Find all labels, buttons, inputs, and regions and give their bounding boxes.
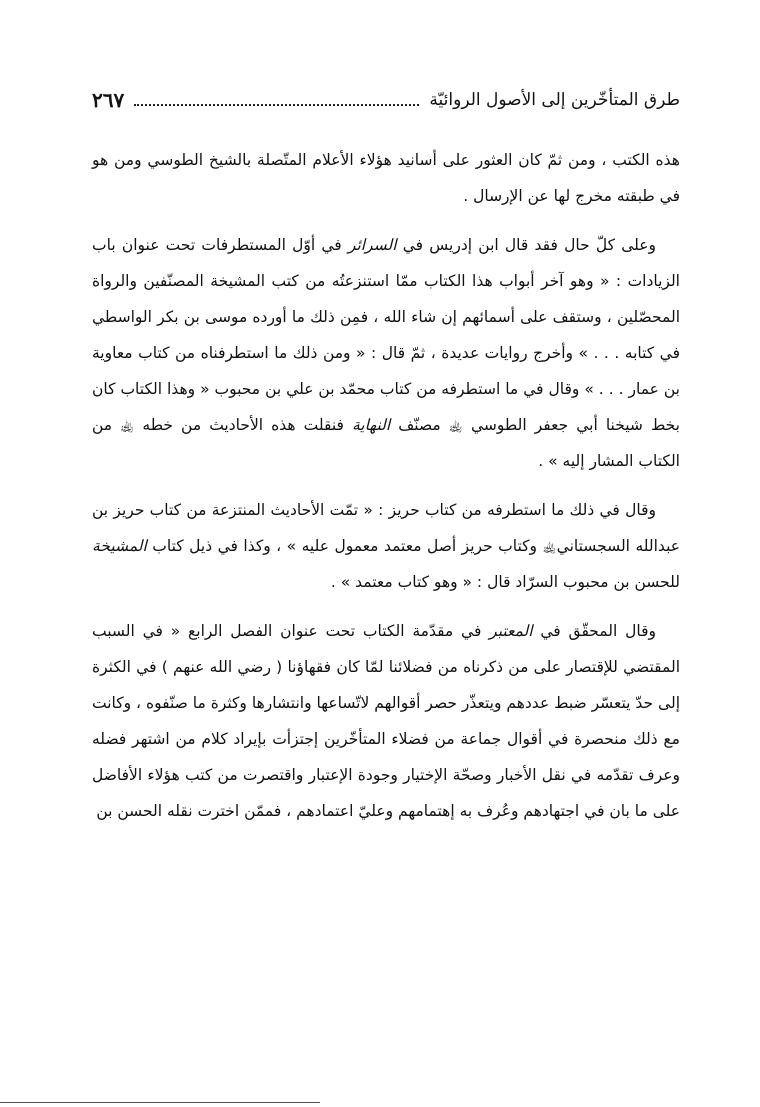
running-header	[92, 80, 680, 120]
header-dot-leader	[134, 104, 419, 106]
text-segment: وعلى كلّ حال فقد قال ابن إدريس في	[396, 236, 656, 254]
text-segment: فنقلت هذه الأحاديث من خطه ﵀ من الكتاب المشار إليه » .	[92, 416, 680, 470]
running-header-title: طرق المتأخّرين إلى الأصول الروائيّة	[429, 90, 680, 110]
text-segment: في أوّل المستطرفات تحت عنوان باب الزيادات : « وهو آخر أبواب هذا الكتاب ممّا استنزعتُه من كتب المشيخة المصنّفين والرواة المحصّلين ، وستقف على أسمائهم إن شاء الله ، فمِن ذلك ما أورده موسى بن بكر الواسطي في كتابه . . . » وأخرج روايات عديدة ، ثمّ قال : « ومن ذلك ما استطرفناه من كتاب معاوية بن عمار . . . » وقال في ما استطرفه من كتاب محمّد بن علي بن محبوب « وهذا الكتاب كان بخط شيخنا أبي جعفر الطوسي ﵀ مصنّف	[92, 236, 680, 434]
paragraph	[92, 613, 680, 829]
text-segment: في مقدّمة الكتاب تحت عنوان الفصل الرابع « في السبب المقتضي للإقتصار على من ذكرناه من فضلائنا لمّا كان فقهاؤنا ( رضي الله عنهم ) في الكثرة إلى حدّ يتعسّر ضبط عددهم ويتعذّر حصر أقوالهم لاتّساعها وانتشارها وكثرة ما صنّفوه ، وكانت مع ذلك منحصرة في أقوال جماعة من فضلاء المتأخّرين إجتزأت بإيراد كلام من اشتهر فضله وعرف تقدّمه في نقل الأخبار وصحّة الإختيار وجودة الإعتبار واقتصرت من كتب هؤلاء الأفاضل على ما بان في اجتهادهم وعُرف به إهتمامهم وعليّ اعتمادهم ، فممّن اخترت نقله الحسن بن	[92, 622, 680, 820]
text-segment: هذه الكتب ، ومن ثمّ كان العثور على أسانيد هؤلاء الأعلام المتّصلة بالشيخ الطوسي ومن هو في طبقته مخرج لها عن الإرسال .	[92, 151, 680, 205]
book-title: النهاية	[352, 416, 391, 434]
book-title: السرائر	[347, 236, 397, 254]
text-segment: للحسن بن محبوب السرّاد قال : « وهو كتاب معتمد » .	[330, 573, 680, 591]
book-title: المشيخة	[92, 537, 147, 555]
paragraph	[92, 142, 680, 214]
body-text	[92, 142, 680, 829]
page-number: ٢٦٧	[92, 88, 125, 112]
text-segment: وقال في ذلك ما استطرفه من كتاب حريز : « تمّت الأحاديث المنتزعة من كتاب حريز بن عبدالله السجستاني﵀ وكتاب حريز أصل معتمد معمول عليه » ، وكذا في ذيل كتاب	[92, 501, 680, 555]
book-title: المعتبر	[489, 622, 533, 640]
footer-rule	[0, 1102, 320, 1103]
paragraph	[92, 227, 680, 479]
text-segment: وقال المحقّق في	[532, 622, 656, 640]
paragraph	[92, 492, 680, 600]
